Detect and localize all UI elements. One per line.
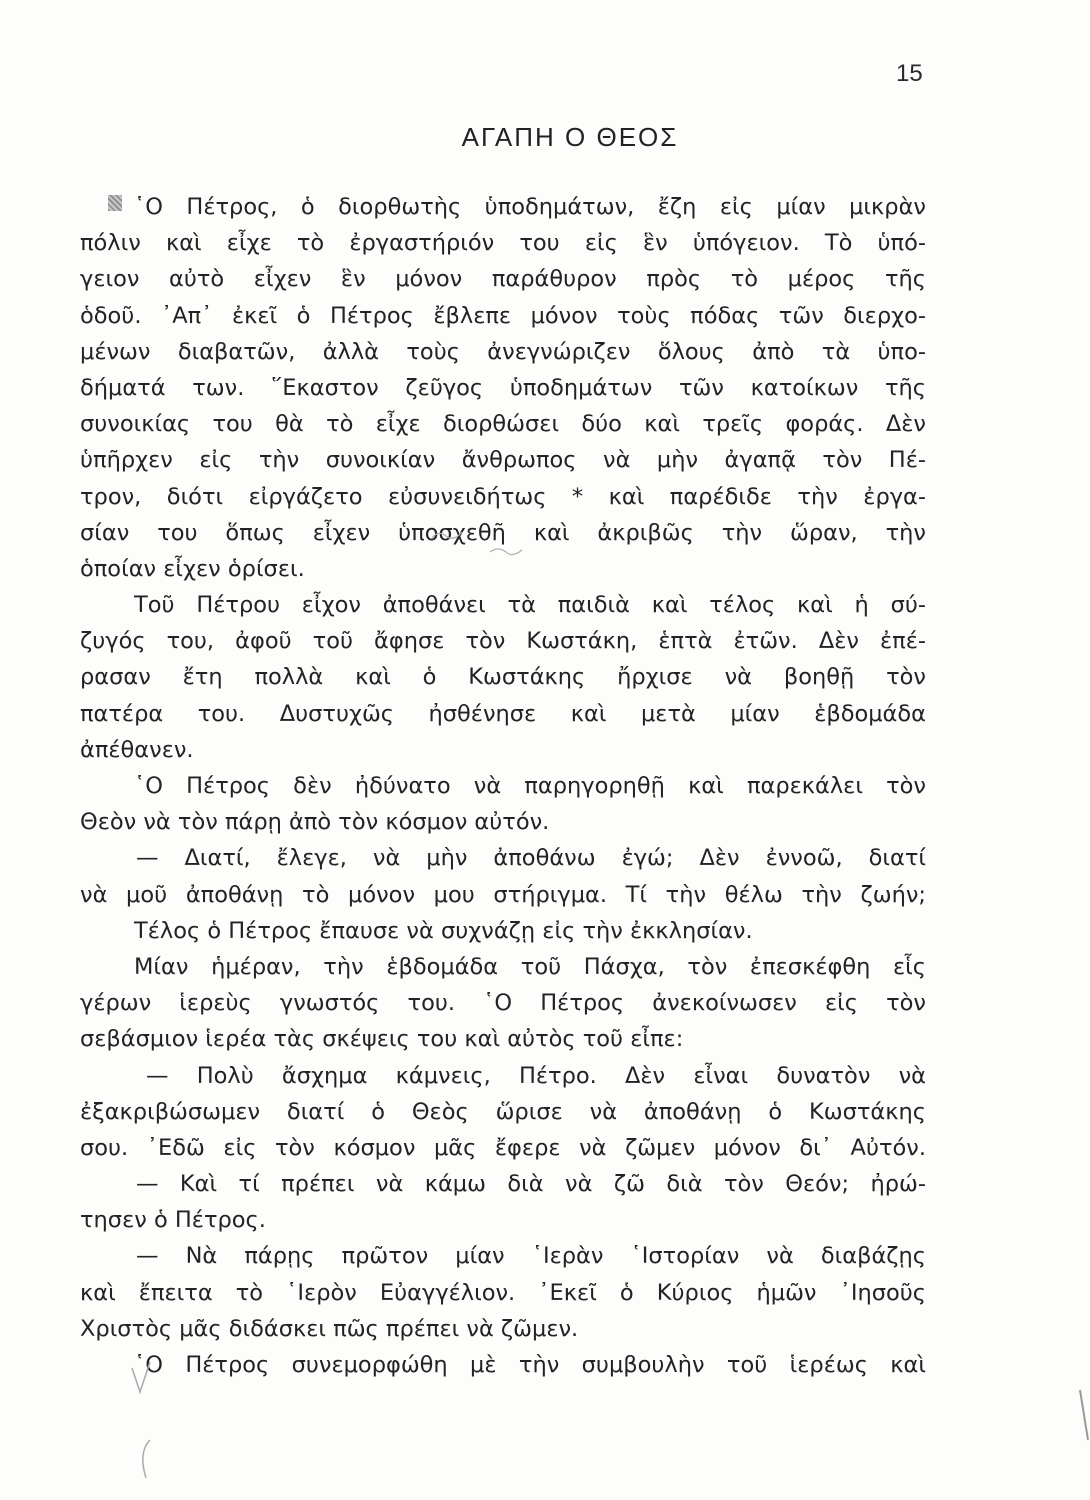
text-line: ῾Ο Πέτρος, ὁ διορθωτὴς ὑποδημάτων, ἔζη εἰς μίαν μικρὰν	[134, 194, 926, 220]
text-line: ὑπῆρχεν εἰς τὴν συνοικίαν ἄνθρωπος νὰ μὴν ἀγαπᾷ τὸν Πέ-	[80, 447, 926, 474]
chapter-title: ΑΓΑΠΗ Ο ΘΕΟΣ	[461, 122, 679, 152]
body-text	[80, 189, 926, 1383]
pencil-curve-icon	[143, 1440, 150, 1478]
text-line: Τέλος ὁ Πέτρος ἔπαυσε νὰ συχνάζῃ εἰς τὴν ἐκκλησίαν.	[134, 917, 753, 944]
page-edge-mark-icon	[1080, 1390, 1088, 1440]
text-line: σου. ᾿Εδῶ εἰς τὸν κόσμον μᾶς ἔφερε νὰ ζῶμεν μόνον δι᾿ Αὐτόν.	[80, 1134, 926, 1161]
text-line: ῾Ο Πέτρος συνεμορφώθη μὲ τὴν συμβουλὴν τοῦ ἱερέως καὶ	[134, 1352, 926, 1378]
text-line: ὁποίαν εἶχεν ὁρίσει.	[80, 555, 305, 582]
text-line: — Διατί, ἔλεγε, νὰ μὴν ἀποθάνω ἐγώ; Δὲν ἐννοῶ, διατί	[136, 845, 926, 872]
text-line: — Νὰ πάρῃς πρῶτον μίαν ῾Ιερὰν ῾Ιστορίαν νὰ διαβάζῃς	[136, 1243, 926, 1270]
text-line: ζυγός του, ἀφοῦ τοῦ ἄφησε τὸν Κωστάκη, ἑπτὰ ἐτῶν. Δὲν ἐπέ-	[80, 628, 926, 655]
text-line: — Πολὺ ἄσχημα κάμνεις, Πέτρο. Δὲν εἶναι δυνατὸν νὰ	[146, 1062, 926, 1089]
text-line: Τοῦ Πέτρου εἶχον ἀποθάνει τὰ παιδιὰ καὶ τέλος καὶ ἡ σύ-	[134, 592, 926, 619]
text-line: ρασαν ἔτη πολλὰ καὶ ὁ Κωστάκης ἤρχισε νὰ βοηθῇ τὸν	[80, 664, 926, 691]
text-line: ἀπέθανεν.	[80, 736, 194, 763]
text-line: σίαν του ὅπως εἶχεν ὑποσχεθῆ καὶ ἀκριβῶς τὴν ὥραν, τὴν	[80, 519, 926, 546]
text-line: Χριστὸς μᾶς διδάσκει πῶς πρέπει νὰ ζῶμεν.	[80, 1315, 579, 1342]
text-line: μένων διαβατῶν, ἀλλὰ τοὺς ἀνεγνώριζεν ὅλους ἀπὸ τὰ ὑπο-	[80, 338, 926, 365]
text-line: σεβάσμιον ἱερέα τὰς σκέψεις του καὶ αὐτὸς τοῦ εἶπε:	[80, 1026, 684, 1053]
page-number: 15	[896, 60, 923, 87]
text-line: συνοικίας του θὰ τὸ εἶχε διορθώσει δύο καὶ τρεῖς φοράς. Δὲν	[80, 411, 926, 438]
text-line: νὰ μοῦ ἀποθάνῃ τὸ μόνον μου στήριγμα. Τί τὴν θέλω τὴν ζωήν;	[80, 881, 926, 908]
text-line: — Καὶ τί πρέπει νὰ κάμω διὰ νὰ ζῶ διὰ τὸν Θεόν; ἠρώ-	[136, 1171, 926, 1198]
text-line: τρον, διότι εἰργάζετο εὐσυνειδήτως * καὶ παρέδιδε τὴν ἐργα-	[80, 483, 926, 510]
text-line: πόλιν καὶ εἶχε τὸ ἐργαστήριόν του εἰς ἓν ὑπόγειον. Τὸ ὑπό-	[80, 230, 926, 257]
text-line: δήματά των. ῞Εκαστον ζεῦγος ὑποδημάτων τῶν κατοίκων τῆς	[80, 374, 926, 401]
text-line: ῾Ο Πέτρος δὲν ἠδύνατο νὰ παρηγορηθῇ καὶ παρεκάλει τὸν	[134, 773, 926, 799]
text-line: Μίαν ἡμέραν, τὴν ἑβδομάδα τοῦ Πάσχα, τὸν ἐπεσκέφθη εἷς	[134, 953, 926, 980]
text-line: τησεν ὁ Πέτρος.	[80, 1207, 266, 1234]
text-line: ὁδοῦ. ᾿Απ᾿ ἐκεῖ ὁ Πέτρος ἔβλεπε μόνον τοὺς πόδας τῶν διερχο-	[80, 302, 926, 329]
text-line: γειον αὐτὸ εἶχεν ἓν μόνον παράθυρον πρὸς τὸ μέρος τῆς	[80, 266, 926, 293]
text-line: πατέρα του. Δυστυχῶς ἠσθένησε καὶ μετὰ μίαν ἑβδομάδα	[80, 700, 926, 727]
text-line: καὶ ἔπειτα τὸ ῾Ιερὸν Εὐαγγέλιον. ᾿Εκεῖ ὁ Κύριος ἡμῶν ᾿Ιησοῦς	[80, 1279, 926, 1306]
text-line: ἐξακριβώσωμεν διατί ὁ Θεὸς ὥρισε νὰ ἀποθάνῃ ὁ Κωστάκης	[80, 1098, 926, 1125]
text-line: Θεὸν νὰ τὸν πάρῃ ἀπὸ τὸν κόσμον αὐτόν.	[80, 809, 550, 836]
text-line: γέρων ἱερεὺς γνωστός του. ῾Ο Πέτρος ἀνεκοίνωσεν εἰς τὸν	[80, 990, 926, 1017]
